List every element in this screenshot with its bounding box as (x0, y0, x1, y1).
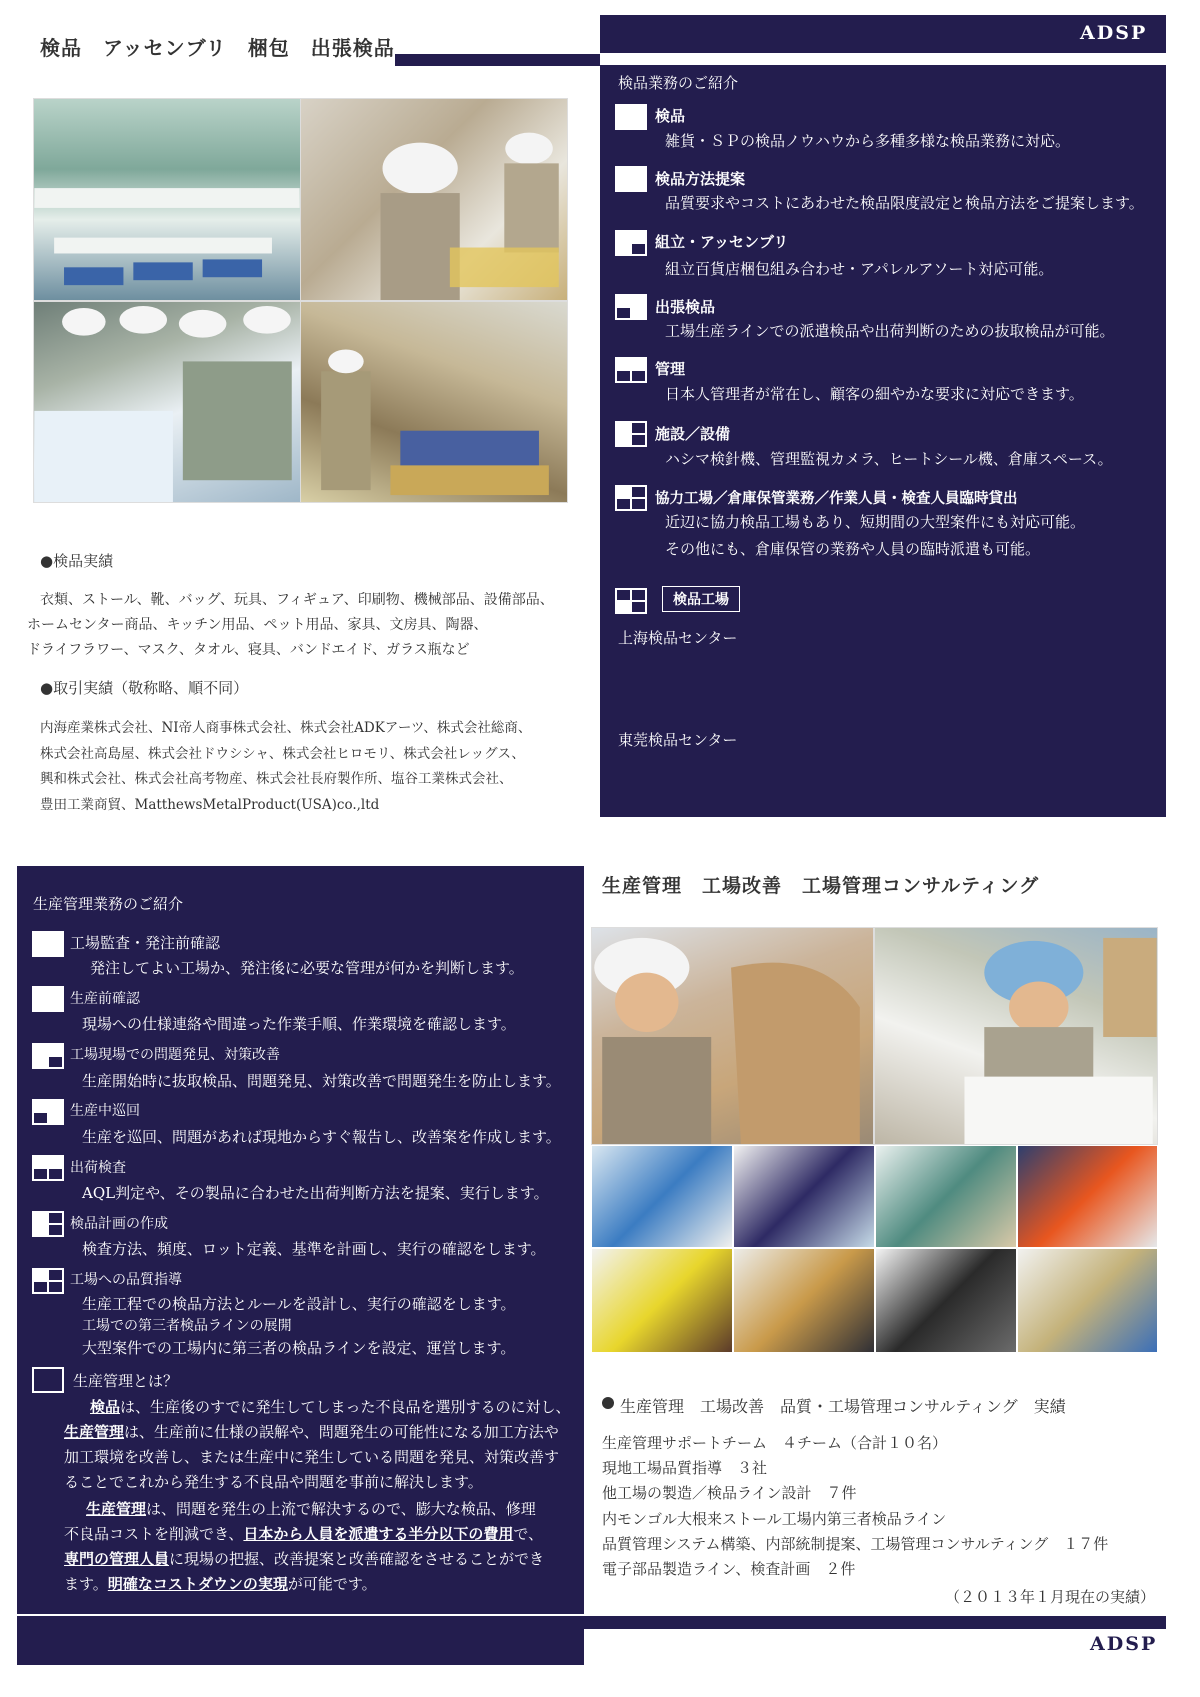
service-desc: 工場での第三者検品ラインの展開 (82, 1318, 292, 1334)
service-icon (32, 1211, 64, 1237)
results-date-note: （２０１３年１月現在の実績） (945, 1588, 1156, 1606)
production-panel-title: 生産管理業務のご紹介 (33, 895, 184, 913)
clients-line: 豊田工業商貿、MatthewsMetalProduct(USA)co.,ltd (40, 797, 380, 813)
production-results-line: 内モンゴル大根来ストール工場内第三者検品ライン (602, 1510, 947, 1528)
about-paragraph-1 (64, 1395, 580, 1495)
service-icon (615, 357, 647, 383)
service-name-partner-factory: 協力工場／倉庫保管業務／作業人員・検査人員臨時貸出 (655, 490, 1018, 507)
header-divider (395, 54, 600, 66)
production-results-line: 電子部品製造ライン、検査計画 ２件 (602, 1560, 856, 1578)
service-icon (615, 104, 647, 130)
keyword-dedicated-staff: 専門の管理人員 (64, 1550, 170, 1568)
inspection-factory-label: 検品工場 (662, 586, 740, 612)
inspection-panel-title: 検品業務のご紹介 (618, 74, 739, 92)
service-desc: 日本人管理者が常在し、顧客の細やかな要求に対応できます。 (665, 385, 1084, 403)
service-desc: 発注してよい工場か、発注後に必要な管理が何かを判断します。 (90, 959, 524, 977)
para-text: で、 (513, 1525, 544, 1543)
photo-factory-floor (33, 98, 301, 301)
dongguan-center-label: 東莞検品センター (618, 731, 738, 749)
keyword-inspection: 検品 (90, 1398, 121, 1416)
service-desc: 検査方法、頻度、ロット定義、基準を計画し、実行の確認をします。 (82, 1240, 546, 1258)
product-fan-parts (875, 1248, 1017, 1353)
service-icon (615, 294, 647, 320)
service-icon (32, 1367, 64, 1393)
about-production-heading: 生産管理とは？ (73, 1372, 179, 1390)
service-name-facilities: 施設／設備 (655, 425, 731, 443)
product-bags (733, 1145, 875, 1248)
photo-worker-writing (874, 927, 1158, 1145)
about-paragraph-2 (64, 1497, 580, 1597)
service-icon (32, 1043, 64, 1069)
service-name-patrol: 生産中巡回 (70, 1103, 140, 1119)
keyword-cost-down: 明確なコストダウンの実現 (107, 1575, 288, 1593)
product-fitness-goods (591, 1145, 733, 1248)
service-name-onsite-problem: 工場現場での問題発見、対策改善 (70, 1047, 280, 1063)
service-desc: 現場への仕様連絡や間違った作業手順、作業環境を確認します。 (82, 1015, 516, 1033)
service-name-method-proposal: 検品方法提案 (655, 170, 746, 188)
product-wire-harness (1017, 1248, 1158, 1353)
service-desc: 生産開始時に抜取検品、問題発見、対策改善で問題発生を防止します。 (82, 1072, 561, 1090)
service-icon (615, 485, 647, 511)
service-icon (32, 986, 64, 1012)
production-section-title: 生産管理 工場改善 工場管理コンサルティング (602, 875, 1040, 897)
product-tools (733, 1248, 875, 1353)
service-name-pre-production: 生産前確認 (70, 991, 140, 1007)
para-text: は、問題を発生の上流で解決するので、膨大な検品、修理 (146, 1500, 536, 1518)
service-icon (32, 1155, 64, 1181)
para-text: は、生産前に仕様の誤解や、問題発生の可能性になる加工方法や (124, 1423, 559, 1441)
bullet-dot (602, 1397, 614, 1409)
inspection-results-heading: ●検品実績 (40, 552, 114, 570)
service-name-inspection-plan: 検品計画の作成 (70, 1216, 168, 1232)
production-results-heading: 生産管理 工場改善 品質・工場管理コンサルティング 実績 (620, 1397, 1066, 1416)
clients-line: 内海産業株式会社、NI帝人商事株式会社、株式会社ADKアーツ、株式会社総商、 (40, 720, 532, 736)
service-desc: 生産工程での検品方法とルールを設計し、実行の確認をします。 (82, 1295, 516, 1313)
shanghai-center-label: 上海検品センター (618, 629, 738, 647)
service-icon (615, 166, 647, 192)
inspection-results-line: ドライフラワー、マスク、タオル、寝具、バンドエイド、ガラス瓶など (27, 642, 470, 658)
service-desc: 雑貨・ＳＰの検品ノウハウから多種多様な検品業務に対応。 (665, 132, 1071, 150)
page-title-inspection: 検品 アッセンブリ 梱包 出張検品 (40, 36, 395, 60)
service-icon (615, 230, 647, 256)
service-name-assembly: 組立・アッセンブリ (655, 233, 789, 251)
service-desc: 大型案件での工場内に第三者の検品ラインを設定、運営します。 (82, 1339, 516, 1357)
service-name-shipping-inspection: 出荷検査 (70, 1160, 126, 1176)
inspection-results-line: 衣類、ストール、靴、バッグ、玩具、フィギュア、印刷物、機械部品、設備部品、 (40, 592, 554, 608)
para-text: ます。 (64, 1575, 108, 1593)
production-results-line: 品質管理システム構築、内部統制提案、工場管理コンサルティング １７件 (602, 1535, 1109, 1553)
service-desc: 近辺に協力検品工場もあり、短期間の大型案件にも対応可能。 (665, 513, 1086, 531)
service-desc: 生産を巡回、問題があれば現地からすぐ報告し、改善案を作成します。 (82, 1128, 561, 1146)
para-text: は、生産後のすでに発生してしまった不良品を選別するのに対し、 (120, 1398, 571, 1416)
service-icon (32, 1268, 64, 1294)
clients-line: 興和株式会社、株式会社高考物産、株式会社長府製作所、塩谷工業株式会社、 (40, 771, 513, 787)
photo-inspection-line (33, 301, 301, 503)
product-household (875, 1145, 1017, 1248)
photo-workers-table (300, 98, 568, 301)
service-name-onsite-inspection: 出張検品 (655, 298, 716, 316)
service-name-management: 管理 (655, 360, 686, 378)
production-results-line: 他工場の製造／検品ライン設計 ７件 (602, 1484, 857, 1502)
para-text: が可能です。 (287, 1575, 377, 1593)
service-name-quality-guidance: 工場への品質指導 (70, 1272, 182, 1288)
production-results-line: 現地工場品質指導 ３社 (602, 1459, 768, 1477)
service-icon (615, 588, 647, 614)
para-text: 不良品コストを削減でき、 (64, 1525, 244, 1543)
service-name-factory-audit: 工場監査・発注前確認 (70, 934, 221, 952)
service-desc: ハシマ検針機、管理監視カメラ、ヒートシール機、倉庫スペース。 (665, 450, 1113, 468)
service-desc: AQL判定や、その製品に合わせた出荷判断方法を提案、実行します。 (82, 1184, 549, 1202)
clients-heading: ●取引実績（敬称略、順不同） (40, 679, 249, 697)
service-icon (32, 931, 64, 957)
service-icon (615, 421, 647, 447)
keyword-production-mgmt: 生産管理 (86, 1500, 147, 1518)
inspection-results-line: ホームセンター商品、キッチン用品、ペット用品、家具、文房具、陶器、 (27, 617, 488, 633)
footer-block (17, 1629, 584, 1665)
photo-needle-detector (300, 301, 568, 503)
para-text: ることでこれから発生する不良品や問題を事前に解決します。 (64, 1473, 483, 1491)
clients-line: 株式会社高島屋、株式会社ドウシシャ、株式会社ヒロモリ、株式会社レッグス、 (40, 746, 525, 762)
keyword-production-mgmt: 生産管理 (64, 1423, 125, 1441)
footer-bar (17, 1616, 1166, 1629)
service-name-inspection: 検品 (655, 107, 686, 125)
product-toys (591, 1248, 733, 1353)
para-text: 加工環境を改善し、または生産中に発生している問題を発見、対策改善す (64, 1448, 560, 1466)
service-desc: その他にも、倉庫保管の業務や人員の臨時派遣も可能。 (665, 540, 1041, 558)
brand-logo-bottom: ADSP (1090, 1633, 1158, 1655)
service-desc: 品質要求やコストにあわせた検品限度設定と検品方法をご提案します。 (665, 194, 1144, 212)
photo-worker-fabric (591, 927, 874, 1145)
production-results-line: 生産管理サポートチーム ４チーム（合計１０名） (602, 1434, 948, 1452)
service-icon (32, 1099, 64, 1125)
brand-logo-top: ADSP (1080, 22, 1148, 44)
service-desc: 工場生産ラインでの派遣検品や出荷判断のための抜取検品が可能。 (665, 322, 1115, 340)
keyword-half-cost: 日本から人員を派遣する半分以下の費用 (243, 1525, 514, 1543)
service-desc: 組立百貨店梱包組み合わせ・アパレルアソート対応可能。 (665, 260, 1054, 278)
product-slippers (1017, 1145, 1158, 1248)
para-text: に現場の把握、改善提案と改善確認をさせることができ (169, 1550, 545, 1568)
